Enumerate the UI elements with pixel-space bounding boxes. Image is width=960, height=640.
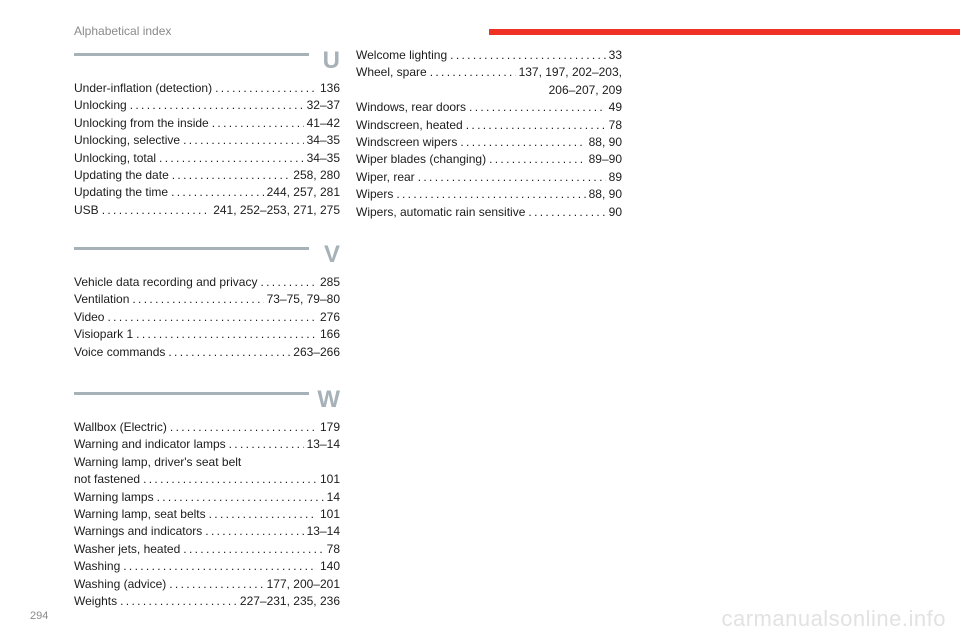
section-header (74, 241, 340, 274)
index-entry: Updating the time . . . 244, 257, 281 (74, 184, 340, 201)
index-entry: Warnings and indicators . . . 13–14 (74, 523, 340, 540)
index-entry: Washing . . . 140 (74, 558, 340, 575)
page-header-title: Alphabetical index (74, 24, 172, 38)
index-entry: Windows, rear doors . . . 49 (356, 99, 622, 116)
index-entry: Wipers . . . 88, 90 (356, 186, 622, 203)
section-rule (74, 247, 309, 250)
index-entry: Unlocking from the inside . . . 41–42 (74, 115, 340, 132)
section-rule (74, 392, 309, 395)
index-entry: Wipers, automatic rain sensitive . . . 90 (356, 204, 622, 221)
index-entry: Warning lamps . . . 14 (74, 489, 340, 506)
index-entry: Wiper, rear . . . 89 (356, 169, 622, 186)
index-entry-continuation: 206–207, 209 (548, 82, 622, 97)
section-letter: V (323, 241, 340, 268)
index-entry: Weights . . . 227–231, 235, 236 (74, 593, 340, 610)
index-entry: Wallbox (Electric) . . . 179 (74, 419, 340, 436)
index-entry: Welcome lighting . . . 33 (356, 47, 622, 64)
index-entry: Unlocking . . . 32–37 (74, 97, 340, 114)
index-entry: Wheel, spare . . . 137, 197, 202–203, (356, 64, 622, 81)
index-entry: Ventilation . . . 73–75, 79–80 (74, 291, 340, 308)
index-entry: Washer jets, heated . . . 78 (74, 541, 340, 558)
index-entry: Washing (advice) . . . 177, 200–201 (74, 576, 340, 593)
watermark-text: carmanualsonline.info (721, 606, 946, 631)
section-w (74, 386, 340, 610)
index-entry: Under-inflation (detection) . . . 136 (74, 80, 340, 97)
right-column (356, 47, 622, 221)
section-letter: W (317, 386, 340, 413)
index-entry: Visiopark 1 . . . 166 (74, 326, 340, 343)
index-entry: Unlocking, selective . . . 34–35 (74, 132, 340, 149)
index-entry: Warning and indicator lamps . . . 13–14 (74, 436, 340, 453)
index-entry: Warning lamp, seat belts . . . 101 (74, 506, 340, 523)
section-v (74, 241, 340, 361)
index-entry: Windscreen wipers . . . 88, 90 (356, 134, 622, 151)
section-header (74, 47, 340, 80)
section-letter: U (322, 47, 340, 74)
header-accent-bar (489, 29, 960, 35)
index-entry: Voice commands . . . 263–266 (74, 344, 340, 361)
index-entry: Updating the date . . . 258, 280 (74, 167, 340, 184)
index-entry-multiline: Warning lamp, driver's seat belt not fastened . . . 101 (74, 454, 340, 489)
index-entry: Windscreen, heated . . . 78 (356, 117, 622, 134)
index-entry: USB . . . 241, 252–253, 271, 275 (74, 202, 340, 219)
index-entry: Video . . . 276 (74, 309, 340, 326)
index-entry: Vehicle data recording and privacy . . . 285 (74, 274, 340, 291)
section-rule (74, 53, 309, 56)
index-entry: Unlocking, total . . . 34–35 (74, 150, 340, 167)
index-entry: Wiper blades (changing) . . . 89–90 (356, 151, 622, 168)
page-number: 294 (30, 610, 49, 622)
section-u (74, 47, 340, 219)
section-header (74, 386, 340, 419)
